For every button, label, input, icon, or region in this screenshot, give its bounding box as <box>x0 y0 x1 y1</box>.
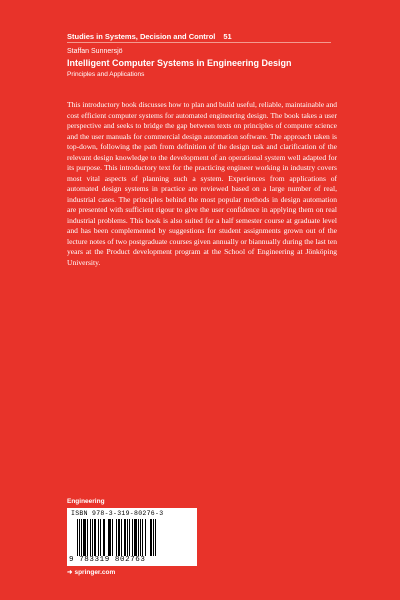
book-subtitle: Principles and Applications <box>67 71 145 78</box>
arrow-right-icon: ➜ <box>67 569 73 576</box>
barcode-digits: 9 783319 802763 <box>69 556 146 564</box>
barcode-bars <box>77 519 189 556</box>
barcode-bar <box>156 519 157 556</box>
author-name: Staffan Sunnersjö <box>67 48 123 55</box>
series-volume: 51 <box>223 32 232 41</box>
barcode-panel <box>67 508 197 566</box>
series-name: Studies in Systems, Decision and Control <box>67 32 216 41</box>
subject-category: Engineering <box>67 498 105 505</box>
header-divider <box>67 42 331 43</box>
series-line <box>67 32 232 41</box>
publisher-link[interactable] <box>67 568 115 576</box>
publisher-url: springer.com <box>74 569 116 576</box>
book-description: This introductory book discusses how to plan and build useful, reliable, maintainable and cost efficient computer systems for automated engineering design. The book takes a user perspective and seeks to bridge the gap between texts on principles of computer science and the user manuals for commercial design automation software. The approach taken is top-down, following the path from definition of the design task and clarification of the relevant design knowledge to the development of an operational system well adapted for its purpose. This introductory text for the practicing engineer working in industry covers most vital aspects of planning such a system. Experiences from applications of automated design systems in practice are reviewed based on a large number of real, industrial cases. The principles behind the most popular methods in design automation are presented with sufficient rigour to give the user confidence in applying them on real industrial problems. This book is also suited for a half semester course at graduate level and has been complemented by suggestions for student assignments grown out of the lecture notes of two postgraduate courses given annually or biannually during the last ten years at the Product development program at the School of Engineering at Jönköping University. <box>67 100 337 267</box>
book-title: Intelligent Computer Systems in Engineering Design <box>67 58 292 68</box>
isbn-label: ISBN 978-3-319-80276-3 <box>71 510 164 517</box>
